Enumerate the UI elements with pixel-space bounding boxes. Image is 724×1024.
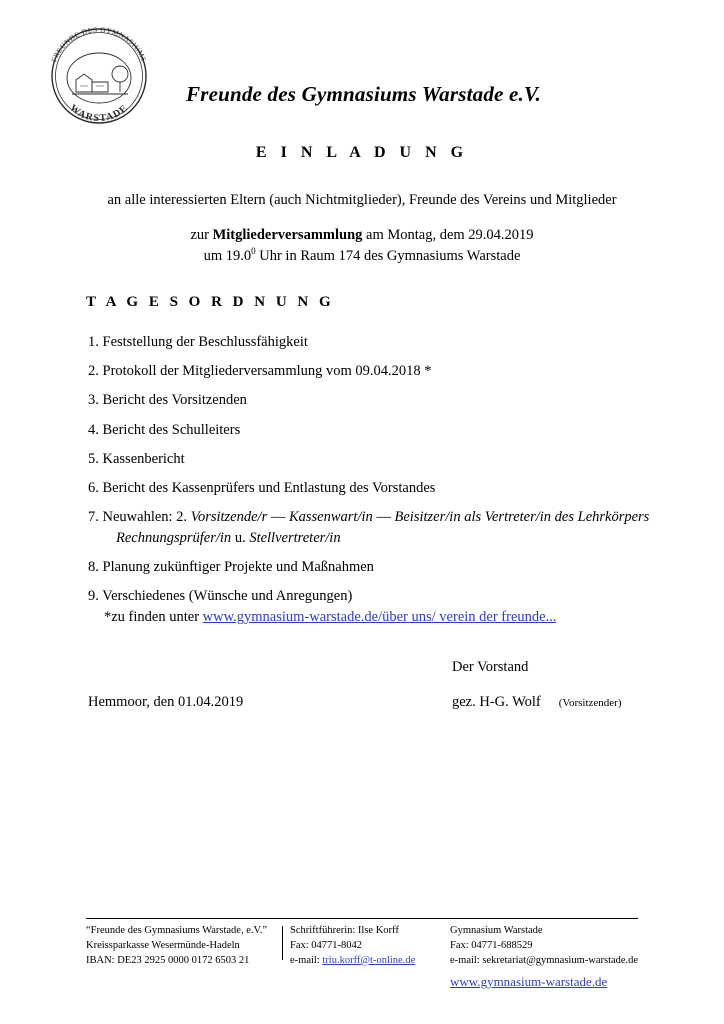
footnote: [104, 609, 556, 626]
footer-assoc-iban: IBAN: DE23 2925 0000 0172 6503 21: [86, 954, 250, 966]
agenda-item-7-sep-2: —: [372, 509, 395, 526]
invitation-line: an alle interessierten Eltern (auch Nichtmitglieder), Freunde des Vereins und Mitglieder: [107, 192, 617, 208]
meeting-prefix: zur: [190, 227, 213, 243]
meeting-date: am Montag, dem 29.04.2019: [362, 227, 534, 243]
footer-school-website-link[interactable]: www.gymnasium-warstade.de: [450, 973, 608, 989]
agenda-item-7-role-3: Beisitzer/in als Vertreter/in des Lehrkörpers: [394, 509, 650, 526]
agenda-list: [88, 334, 688, 617]
signature-role: (Vorsitzender): [558, 697, 622, 709]
agenda-item-7-role-2: Kassenwart/in: [288, 509, 373, 526]
meeting-line-1: [0, 227, 724, 244]
footer-divider: [86, 918, 638, 919]
logo-arc-bottom-text: WARSTADE: [67, 102, 131, 125]
footer-secretary-email-line: [290, 954, 450, 969]
footnote-link[interactable]: www.gymnasium-warstade.de/über uns/ verein der freunde...: [202, 609, 557, 625]
school-crest-logo: [36, 22, 162, 130]
place-and-date: Hemmoor, den 01.04.2019: [88, 694, 244, 710]
agenda-item-7: [88, 509, 688, 547]
footer-school-name: Gymnasium Warstade: [450, 925, 543, 936]
svg-text:FREUNDE DES GYMNASIUMS: [50, 26, 148, 63]
meeting-line-2: [0, 246, 724, 265]
agenda-item-7-role-4: Rechnungsprüfer/in: [116, 529, 232, 546]
signature-block: [452, 694, 621, 711]
meeting-time-prefix: um 19.0: [203, 247, 252, 264]
agenda-item-5: 5. Kassenbericht: [88, 450, 185, 467]
document-heading: E I N L A D U N G: [255, 144, 469, 161]
svg-text:WARSTADE: [67, 103, 130, 125]
footer-secretary-email-label: e-mail:: [290, 954, 323, 966]
agenda-item-2: 2. Protokoll der Mitgliederversammlung vom 09.04.2018 *: [88, 363, 432, 380]
meeting-location: Uhr in Raum 174 des Gymnasiums Warstade: [255, 247, 521, 264]
footer-school-email: e-mail: sekretariat@gymnasium-warstade.de: [450, 954, 639, 966]
agenda-item-7-role-1: Vorsitzende/r: [190, 509, 268, 526]
agenda-heading: T A G E S O R D N U N G: [86, 294, 335, 310]
meeting-time-superscript: 0: [251, 246, 256, 256]
footer-column-secretary: [290, 924, 450, 969]
logo-arc-top-text: FREUNDE DES GYMNASIUMS: [50, 25, 148, 64]
agenda-item-7-role-5: Stellvertreter/in: [249, 529, 341, 546]
footer-school-fax: Fax: 04771-688529: [450, 939, 533, 951]
agenda-item-7-sep-3: u.: [231, 529, 250, 546]
agenda-item-3: 3. Bericht des Vorsitzenden: [88, 392, 247, 409]
footer-assoc-bank: Kreissparkasse Wesermünde-Hadeln: [86, 939, 240, 951]
footer-secretary-email-link[interactable]: triu.korff@t-online.de: [322, 954, 416, 966]
agenda-item-6: 6. Bericht des Kassenprüfers und Entlastung des Vorstandes: [88, 479, 436, 496]
footer-secretary-name: Schriftführerin: Ilse Korff: [290, 925, 399, 936]
agenda-item-4: 4. Bericht des Schulleiters: [88, 421, 241, 438]
footer-column-association: [86, 924, 286, 969]
meeting-type: Mitgliederversammlung: [212, 227, 363, 243]
agenda-item-7-lead: 7. Neuwahlen: 2.: [88, 509, 191, 526]
agenda-item-1: 1. Feststellung der Beschlussfähigkeit: [88, 334, 308, 350]
agenda-item-8: 8. Planung zukünftiger Projekte und Maßnahmen: [88, 559, 374, 575]
signature-name: gez. H-G. Wolf: [452, 694, 541, 710]
board-label: Der Vorstand: [452, 659, 529, 675]
agenda-item-9: 9. Verschiedenes (Wünsche und Anregungen): [88, 588, 353, 605]
footer-column-school: [450, 924, 680, 992]
agenda-item-7-subline: [116, 530, 688, 548]
organisation-title: Freunde des Gymnasiums Warstade e.V.: [186, 82, 541, 106]
footer-secretary-fax: Fax: 04771-8042: [290, 939, 363, 951]
agenda-item-7-sep-1: —: [267, 509, 289, 526]
footer-assoc-name: “Freunde des Gymnasiums Warstade, e.V.”: [86, 925, 268, 936]
footnote-prefix: *zu finden unter: [104, 609, 203, 625]
